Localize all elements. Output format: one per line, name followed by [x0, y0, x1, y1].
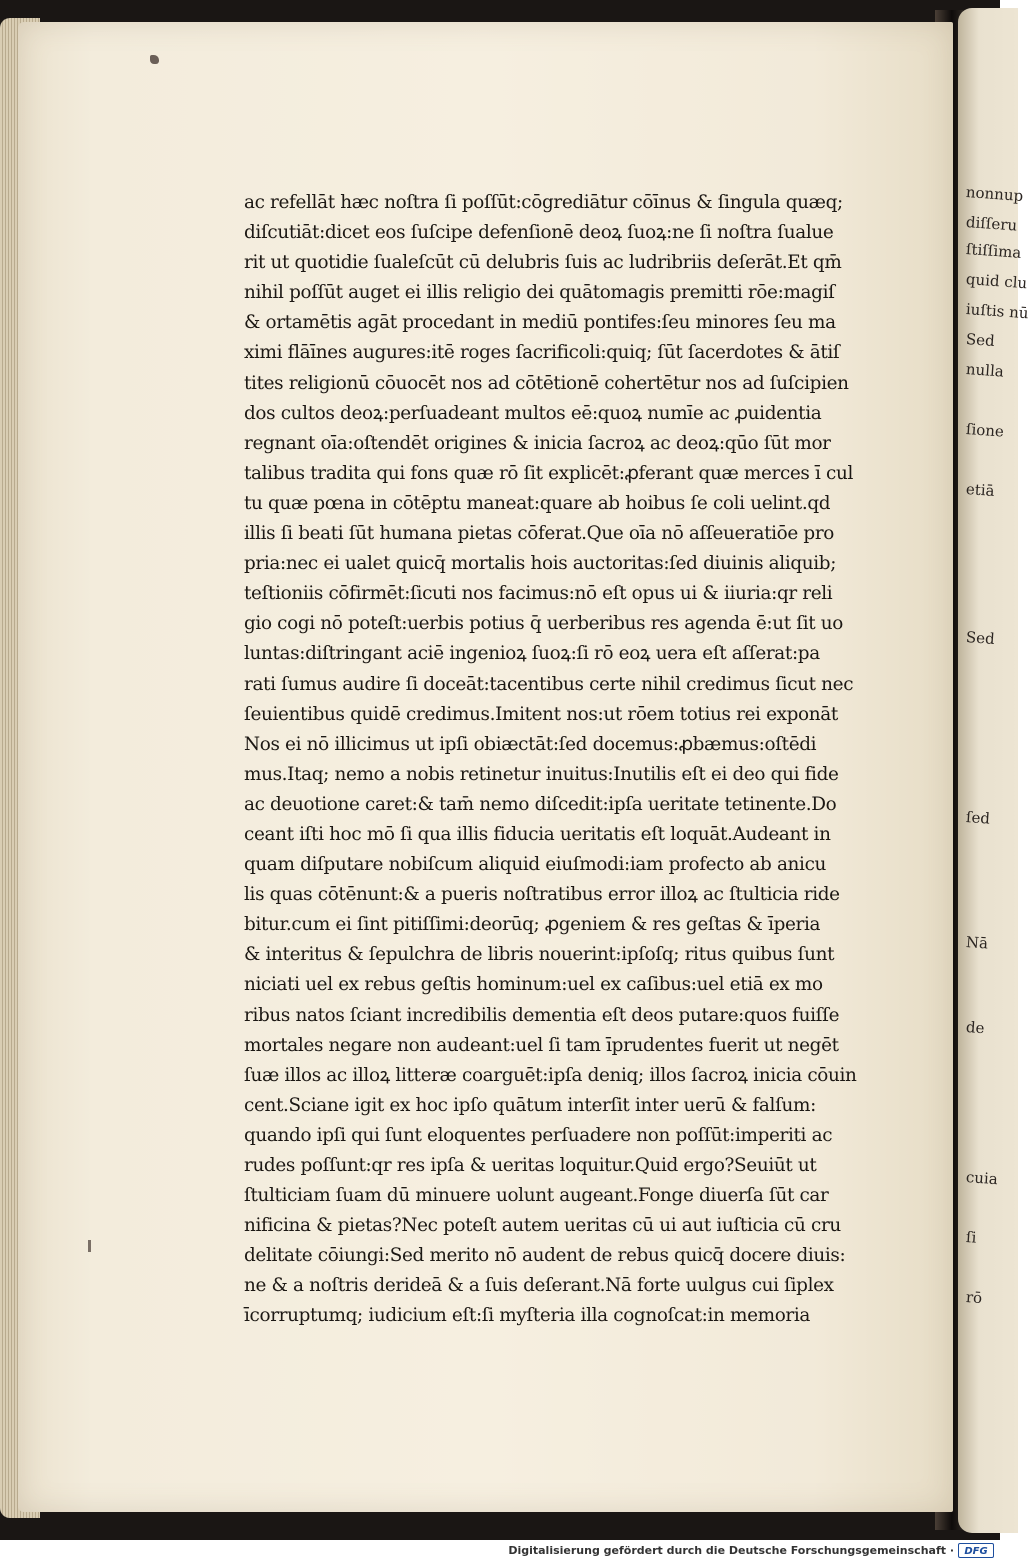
text-line: nificina & pietas?Nec poteſt autem ueritas cū ui aut iuſticia cū cru — [244, 1215, 841, 1237]
dfg-logo: DFG — [958, 1543, 994, 1558]
text-line: diſcutiāt:dicet eos ſuſcipe defenſionē deoꝝ ſuoꝝ:ne ſi noſtra ſualue — [244, 222, 834, 244]
text-line: ac deuotione caret:& tam̄ nemo diſcedit:ipſa ueritate tetinente.Do — [244, 793, 837, 815]
text-line: īcorruptumq; iudicium eſt:ſi myſteria illa cognoſcat:in memoria — [244, 1305, 811, 1327]
text-line: mortales negare non audeant:uel ſi tam īprudentes fuerit ut negēt — [244, 1034, 839, 1056]
text-line: quando ipſi qui ſunt eloquentes perſuadere non poſſūt:imperiti ac — [244, 1124, 833, 1146]
facing-line: iuſtis nū — [965, 300, 1029, 323]
text-line: mus.Itaq; nemo a nobis retinetur inuitus:Inutilis eſt ei deo qui fide — [244, 763, 839, 785]
facing-page-edge — [958, 8, 1029, 1533]
text-line: delitate cōiungi:Sed merito nō audent de rebus quicq̄ docere diuis: — [244, 1245, 846, 1267]
facing-line: diſſeru — [965, 213, 1018, 235]
facing-line: etiā — [965, 480, 996, 500]
text-line: ſuæ illos ac illoꝝ litteræ coarguēt:ipſa deniq; illos ſacroꝝ inicia cōuin — [244, 1064, 857, 1086]
text-line: pria:nec ei ualet quicq̄ mortalis hois auctoritas:ſed diuinis aliquib; — [244, 553, 837, 575]
text-line: ſeuientibus quidē credimus.Imitent nos:ut rōem totius rei exponāt — [244, 703, 838, 725]
text-line: Nos ei nō illicimus ut ipſi obiæctāt:ſed docemus:ꝓbæmus:oſtēdi — [244, 733, 817, 755]
text-line: ceant iſti hoc mō ſi qua illis fiducia ueritatis eſt loquāt.Audeant in — [244, 823, 831, 845]
text-line: talibus tradita qui fons quæ rō ſit explicēt:ꝓferant quæ merces ī cul — [244, 462, 854, 484]
footer — [0, 1540, 1000, 1562]
text-line: niciati uel ex rebus geſtis hominum:uel ex caſibus:uel etiā ex mo — [244, 974, 823, 996]
text-line: teſtioniis cōfirmēt:ſicuti nos facimus:nō eſt opus ui & iiuria:qr reli — [244, 583, 833, 605]
text-line: & interitus & ſepulchra de libris nouerint:ipſoſq; ritus quibus ſunt — [244, 944, 835, 966]
facing-line: Sed — [965, 628, 996, 648]
text-line: ne & a noſtris derideā & a ſuis deſerant.Nā forte uulgus cui ſiplex — [244, 1275, 834, 1297]
facing-line: nulla — [965, 360, 1005, 381]
facing-line: Sed — [965, 330, 996, 350]
ink-mark — [88, 1240, 91, 1252]
facing-line: ſtiſſima — [965, 240, 1022, 262]
text-line: rati ſumus audire ſi doceāt:tacentibus certe nihil credimus ſicut nec — [244, 673, 854, 695]
facing-line: ſed — [965, 808, 991, 828]
funding-credit: Digitalisierung gefördert durch die Deutsche Forschungsgemeinschaft · — [508, 1544, 954, 1557]
text-line: cent.Sciane igit ex hoc ipſo quātum interſit inter uerū & falſum: — [244, 1094, 816, 1116]
text-line: gio cogi nō poteſt:uerbis potius q̄ uerberibus res agenda ē:ut ſit uo — [244, 613, 843, 635]
text-line: nihil poſſūt auget ei illis religio dei quātomagis premitti rōe:magiſ — [244, 282, 835, 304]
text-line: rudes poſſunt:qr res ipſa & ueritas loquitur.Quid ergo?Seuiūt ut — [244, 1155, 817, 1176]
text-line: ximi flāīnes augures:itē roges ſacrificoli:quiq; ſūt ſacerdotes & ātiſ — [244, 342, 840, 364]
facing-line: ſi — [965, 1228, 977, 1247]
text-line: tu quæ pœna in cōtēptu maneat:quare ab hoibus ſe coli uelint.qd — [244, 492, 831, 514]
text-line: luntas:diſtringant aciē ingenioꝝ ſuoꝝ:ſi rō eoꝝ uera eſt aſſerat:pa — [244, 643, 820, 665]
text-line: bitur.cum ei ſint pitiſſimi:deorūq; ꝓgeniem & res geſtas & īperia — [244, 914, 821, 936]
text-line: illis ſi beati ſūt humana pietas cōferat.Que oīa nō aſſeueratiōe pro — [244, 523, 834, 545]
facing-line: quid clu — [965, 270, 1028, 293]
ink-blot — [150, 55, 159, 64]
text-line: regnant oīa:oſtendēt origines & inicia ſacroꝝ ac deoꝝ:qūo ſūt mor — [244, 432, 831, 454]
facing-line: nonnup — [965, 183, 1024, 205]
text-line: dos cultos deoꝝ:perſuadeant multos eē:quoꝝ numīe ac ꝓuidentia — [244, 402, 822, 424]
facing-line: rō — [965, 1288, 983, 1308]
text-line: rit ut quotidie ſualeſcūt cū delubris ſuis ac ludribriis deſerāt.Et qm̄ — [244, 252, 842, 274]
text-line: ribus natos ſciant incredibilis dementia eſt deos putare:quos fuiſſe — [244, 1004, 840, 1026]
text-line: quam diſputare nobiſcum aliquid eiuſmodi:iam profecto ab anicu — [244, 854, 827, 876]
text-line: tites religionū cōuocēt nos ad cōtētionē cohertētur nos ad ſuſcipien — [244, 372, 849, 394]
facing-line: de — [965, 1018, 986, 1038]
text-line: ſtulticiam ſuam dū minuere uolunt augeant.Fonge diuerſa ſūt car — [244, 1185, 829, 1207]
text-block — [244, 188, 894, 1332]
facing-line: cuia — [965, 1168, 999, 1189]
text-line: lis quas cōtēnunt:& a pueris noſtratibus error illoꝝ ac ſtulticia ride — [244, 884, 840, 906]
facing-line: Nā — [965, 933, 989, 953]
text-line: ac refellāt hæc noſtra ſi poſſūt:cōgrediātur cōīnus & ſingula quæq; — [244, 192, 843, 213]
facing-line: ſione — [965, 420, 1005, 441]
text-line: & ortamētis agāt procedant in mediū pontifes:ſeu minores ſeu ma — [244, 312, 836, 334]
